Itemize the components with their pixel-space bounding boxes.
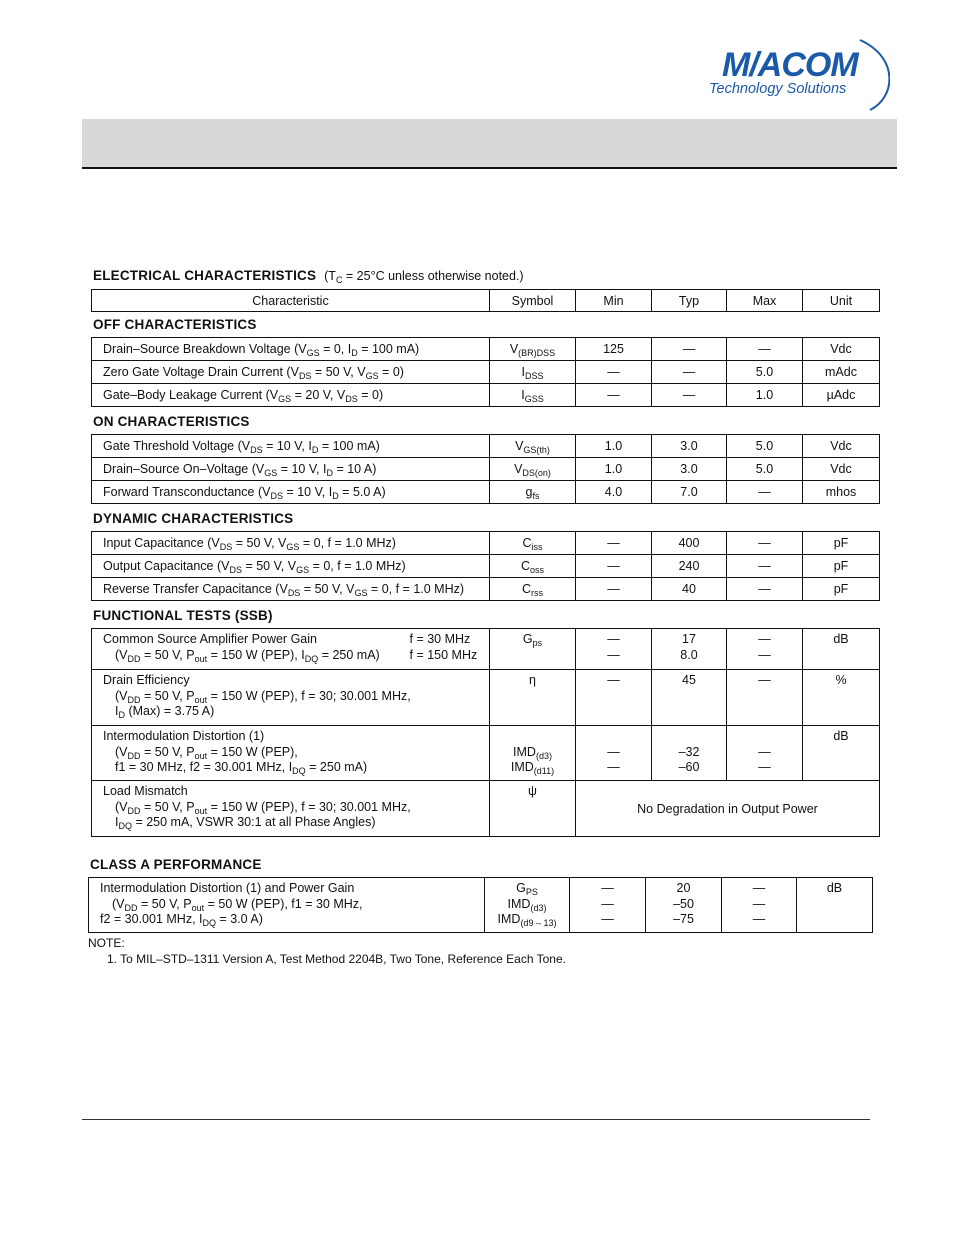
table-row: [92, 726, 880, 781]
macom-logo: [700, 38, 890, 118]
min-cell: — —: [576, 629, 652, 670]
typ-cell: –32 –60: [652, 726, 727, 781]
max-cell: 5.0: [727, 458, 803, 481]
min-cell: — —: [576, 726, 652, 781]
typ-cell: 3.0: [652, 435, 727, 458]
min-cell: 125: [576, 338, 652, 361]
max-cell: — —: [727, 629, 803, 670]
unit-cell: Vdc: [803, 338, 880, 361]
min-cell: —: [576, 555, 652, 578]
characteristic-cell: Forward Transconductance ($V_{DS} = 10$ V, $I_D = 5.0$ A): [92, 481, 490, 504]
functional-tests-title: FUNCTIONAL TESTS (SSB): [93, 608, 273, 623]
header-band: [82, 119, 897, 169]
col-characteristic: Characteristic: [92, 290, 490, 312]
typ-cell: 240: [652, 555, 727, 578]
symbol-cell: $I_{DSS}$: [490, 361, 576, 384]
note-label: NOTE:: [88, 936, 125, 950]
col-unit: Unit: [803, 290, 880, 312]
typ-cell: 17 8.0: [652, 629, 727, 670]
table-row: [92, 578, 880, 601]
unit-cell: pF: [803, 532, 880, 555]
characteristic-cell: Common Source Amplifier Power Gain f = 30 MHz ($V_{DD} = 50$ V, $P_{out} = 150$ W (PEP), $I_{DQ} = 250$ mA) f = 150 MHz: [92, 629, 490, 670]
max-cell: 5.0: [727, 361, 803, 384]
col-max: Max: [727, 290, 803, 312]
col-min: Min: [576, 290, 652, 312]
notes: [88, 936, 566, 967]
min-cell: —: [576, 532, 652, 555]
min-cell: 4.0: [576, 481, 652, 504]
typ-cell: 400: [652, 532, 727, 555]
unit-cell: mhos: [803, 481, 880, 504]
typ-cell: 3.0: [652, 458, 727, 481]
characteristic-cell: Gate–Body Leakage Current ($V_{GS} = 20$ V, $V_{DS} = 0$): [92, 384, 490, 407]
off-characteristics-title: OFF CHARACTERISTICS: [93, 317, 257, 332]
dynamic-characteristics-table: [91, 531, 880, 601]
min-cell: — — —: [570, 878, 646, 933]
table-row: [92, 781, 880, 837]
symbol-cell: $I_{GSS}$: [490, 384, 576, 407]
unit-cell: %: [803, 670, 880, 726]
max-cell: 5.0: [727, 435, 803, 458]
min-cell: —: [576, 384, 652, 407]
table-row: [89, 878, 873, 933]
unit-cell: µAdc: [803, 384, 880, 407]
symbol-cell: $g_{fs}$: [490, 481, 576, 504]
on-characteristics-title: ON CHARACTERISTICS: [93, 414, 250, 429]
max-cell: —: [727, 670, 803, 726]
characteristic-cell: Intermodulation Distortion (1) ($V_{DD} = 50$ V, $P_{out} = 150$ W (PEP), f1 = 30 MHz, f2 = 30.001 MHz, $I_{DQ} = 250$ mA): [92, 726, 490, 781]
max-cell: —: [727, 555, 803, 578]
characteristic-cell: Reverse Transfer Capacitance ($V_{DS} = 50$ V, $V_{GS} = 0$, f = 1.0 MHz): [92, 578, 490, 601]
table-row: [92, 435, 880, 458]
characteristic-cell: Drain Efficiency ($V_{DD} = 50$ V, $P_{out} = 150$ W (PEP), f = 30; 30.001 MHz, $I_D$ (Max) = 3.75 A): [92, 670, 490, 726]
characteristic-cell: Gate Threshold Voltage ($V_{DS} = 10$ V, $I_D = 100$ mA): [92, 435, 490, 458]
off-characteristics-table: [91, 337, 880, 407]
max-cell: — —: [727, 726, 803, 781]
table-row: [92, 361, 880, 384]
table-row: [92, 629, 880, 670]
characteristic-cell: Load Mismatch ($V_{DD} = 50$ V, $P_{out} = 150$ W (PEP), f = 30; 30.001 MHz, $I_{DQ} = 250$ mA, VSWR 30:1 at all Phase Angles): [92, 781, 490, 837]
max-cell: —: [727, 578, 803, 601]
symbol-cell: $V_{(BR)DSS}$: [490, 338, 576, 361]
symbol-cell: $C_{rss}$: [490, 578, 576, 601]
symbol-cell: $G_{ps}$: [490, 629, 576, 670]
symbol-cell: $V_{GS(th)}$: [490, 435, 576, 458]
unit-cell: mAdc: [803, 361, 880, 384]
table-row: [92, 481, 880, 504]
typ-cell: 7.0: [652, 481, 727, 504]
col-symbol: Symbol: [490, 290, 576, 312]
class-a-performance-table: [88, 877, 873, 933]
typ-cell: —: [652, 338, 727, 361]
max-cell: —: [727, 532, 803, 555]
max-cell: 1.0: [727, 384, 803, 407]
table-row: [92, 555, 880, 578]
table-row: [92, 338, 880, 361]
svg-text:Technology Solutions: Technology Solutions: [709, 81, 847, 97]
electrical-characteristics-title: ELECTRICAL CHARACTERISTICS ($T_C = 25^\circ C$ unless otherwise noted.): [93, 268, 524, 285]
symbol-cell: ψ: [490, 781, 576, 837]
result-cell: No Degradation in Output Power: [576, 781, 880, 837]
max-cell: —: [727, 481, 803, 504]
footer-rule: [82, 1119, 870, 1120]
unit-cell: pF: [803, 555, 880, 578]
characteristic-cell: Drain–Source Breakdown Voltage ($V_{GS} = 0$, $I_D = 100$ mA): [92, 338, 490, 361]
dynamic-characteristics-title: DYNAMIC CHARACTERISTICS: [93, 511, 294, 526]
unit-cell: pF: [803, 578, 880, 601]
table-row: [92, 532, 880, 555]
svg-text:M/ACOM: M/ACOM: [722, 46, 858, 84]
unit-cell: dB: [797, 878, 873, 933]
typ-cell: —: [652, 361, 727, 384]
note-item: 1. To MIL–STD–1311 Version A, Test Method 2204B, Two Tone, Reference Each Tone.: [107, 951, 566, 966]
min-cell: —: [576, 670, 652, 726]
class-a-performance-title: CLASS A PERFORMANCE: [90, 857, 262, 872]
typ-cell: —: [652, 384, 727, 407]
symbol-cell: $C_{oss}$: [490, 555, 576, 578]
characteristic-cell: Drain–Source On–Voltage ($V_{GS} = 10$ V, $I_D = 10$ A): [92, 458, 490, 481]
unit-cell: dB: [803, 629, 880, 670]
table-row: [92, 458, 880, 481]
symbol-cell: $C_{iss}$: [490, 532, 576, 555]
symbol-cell: $G_{PS}$ $IMD_{(d3)}$ $IMD_{(d9 - 13)}$: [485, 878, 570, 933]
min-cell: 1.0: [576, 458, 652, 481]
characteristic-cell: Input Capacitance ($V_{DS} = 50$ V, $V_{GS} = 0$, f = 1.0 MHz): [92, 532, 490, 555]
functional-tests-table: [91, 628, 880, 837]
characteristic-cell: Zero Gate Voltage Drain Current ($V_{DS} = 50$ V, $V_{GS} = 0$): [92, 361, 490, 384]
unit-cell: dB: [803, 726, 880, 781]
on-characteristics-table: [91, 434, 880, 504]
min-cell: —: [576, 361, 652, 384]
characteristic-cell: Intermodulation Distortion (1) and Power Gain ($V_{DD} = 50$ V, $P_{out} = 50$ W (PEP), f1 = 30 MHz, f2 = 30.001 MHz, $I_{DQ} = 3.0$ A): [89, 878, 485, 933]
min-cell: 1.0: [576, 435, 652, 458]
typ-cell: 20 –50 –75: [646, 878, 722, 933]
table-row: [92, 384, 880, 407]
typ-cell: 40: [652, 578, 727, 601]
min-cell: —: [576, 578, 652, 601]
max-cell: — — —: [722, 878, 797, 933]
unit-cell: Vdc: [803, 458, 880, 481]
col-typ: Typ: [652, 290, 727, 312]
table-row: [92, 670, 880, 726]
characteristic-cell: Output Capacitance ($V_{DS} = 50$ V, $V_{GS} = 0$, f = 1.0 MHz): [92, 555, 490, 578]
unit-cell: Vdc: [803, 435, 880, 458]
symbol-cell: $IMD_{(d3)}$ $IMD_{(d11)}$: [490, 726, 576, 781]
symbol-cell: $V_{DS(on)}$: [490, 458, 576, 481]
typ-cell: 45: [652, 670, 727, 726]
column-header-table: [91, 289, 880, 312]
max-cell: —: [727, 338, 803, 361]
symbol-cell: η: [490, 670, 576, 726]
